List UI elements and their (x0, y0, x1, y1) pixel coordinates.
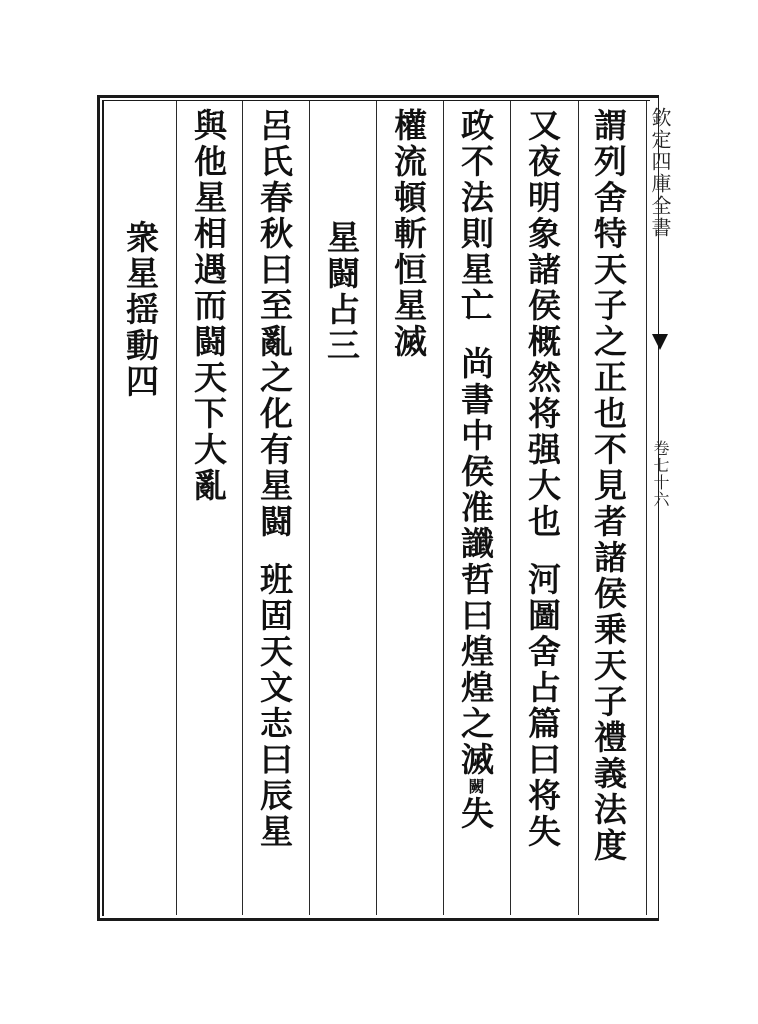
column-rule (376, 101, 377, 915)
heading-text: 星闘占三 (322, 220, 361, 364)
column-text: 又夜明象諸侯概然将强大也 (523, 108, 562, 540)
margin-book-title: 欽定四庫全書 (648, 107, 672, 239)
column-text: 謂列舍特天子之正也不見者諸侯乗天子禮義法度 (589, 108, 628, 864)
column-rule (309, 101, 310, 915)
column-rule (242, 101, 243, 915)
text-column-4 (388, 108, 428, 360)
column-text-continued: 班固天文志曰辰星 (255, 562, 294, 850)
text-column-7 (188, 108, 228, 504)
column-rule (176, 101, 177, 915)
column-text: 政不法則星亡 (456, 108, 495, 324)
column-text-continued: 尚書中侯准讖哲曰煌煌之滅 (456, 346, 495, 778)
heading-text: 衆星揺動四 (121, 220, 160, 400)
column-rule (443, 101, 444, 915)
text-column-1 (588, 108, 628, 864)
section-heading-2 (120, 220, 160, 400)
column-rule (578, 101, 579, 915)
page-border (97, 95, 659, 921)
column-text: 呂氏春秋曰至亂之化有星闘 (255, 108, 294, 540)
inner-left-rule (102, 100, 104, 916)
margin-rule (646, 101, 647, 915)
section-heading (321, 220, 361, 364)
text-column-6 (254, 108, 294, 850)
margin-volume-number: 卷七十六 (651, 440, 670, 508)
text-column-2 (522, 108, 562, 850)
lacuna-mark: 闕 (466, 778, 485, 796)
fish-tail-mark-icon (652, 334, 668, 350)
column-text: 權流頓斬恒星滅 (389, 108, 428, 360)
column-text: 與他星相遇而闘天下大亂 (189, 108, 228, 504)
column-text-tail: 失 (456, 796, 495, 832)
column-text-continued: 河圖舍占篇曰将失 (523, 562, 562, 850)
column-rule (510, 101, 511, 915)
text-column-3 (455, 108, 495, 832)
